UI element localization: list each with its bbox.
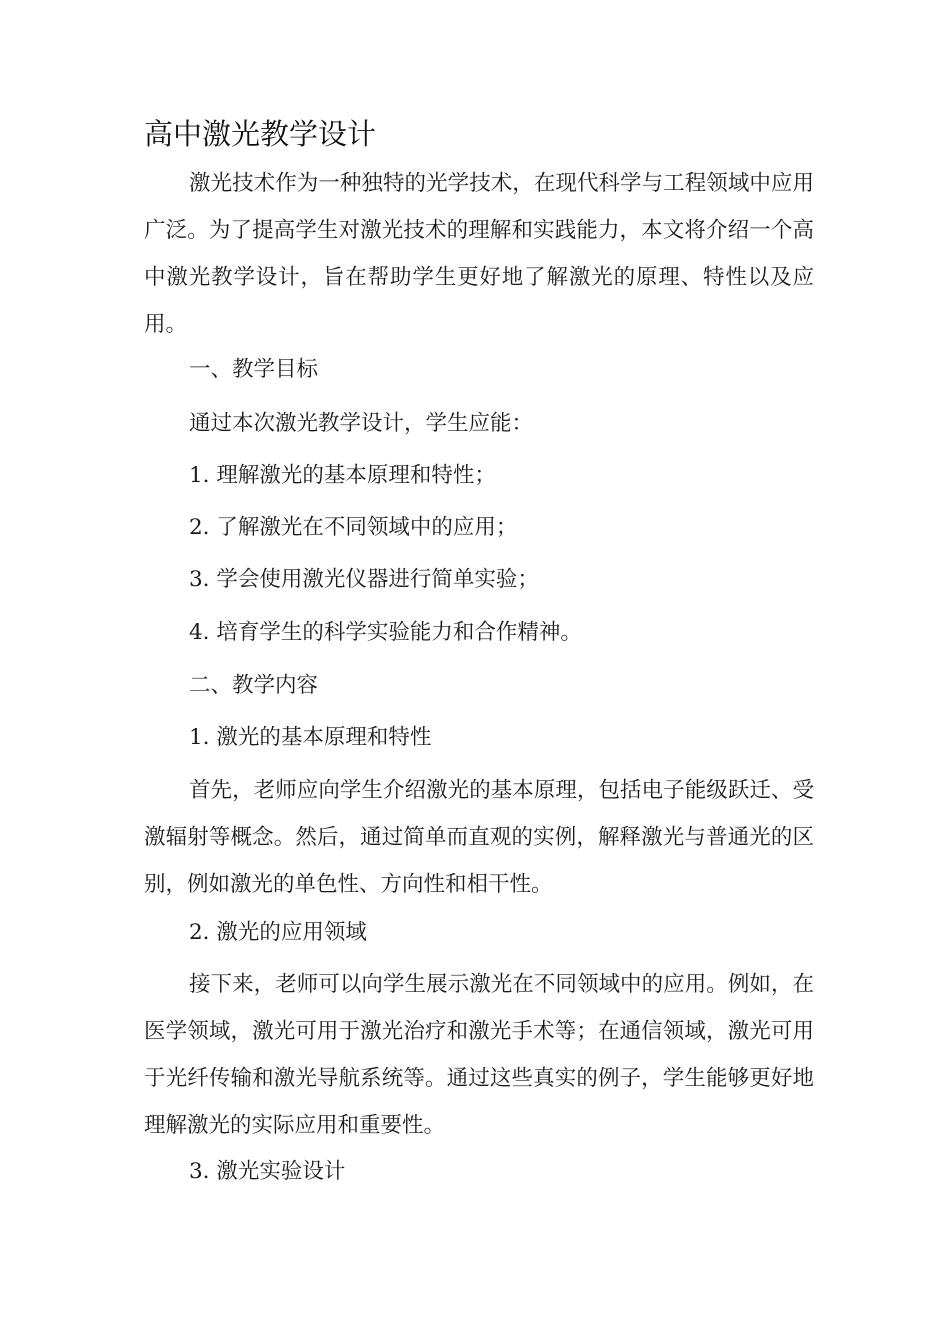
objective-item-2: 2. 了解激光在不同领域中的应用； bbox=[189, 515, 518, 540]
subsection2-heading: 2. 激光的应用领域 bbox=[189, 920, 367, 945]
intro-paragraph: 激光技术作为一种独特的光学技术，在现代科学与工程领域中应用广泛。为了提高学生对激光技术的理解和实践能力，本文将介绍一个高中激光教学设计，旨在帮助学生更好地了解激光的原理、特性以及应用。 bbox=[144, 171, 814, 337]
section1-heading: 一、教学目标 bbox=[189, 357, 319, 382]
section1-lead: 通过本次激光教学设计，学生应能： bbox=[189, 411, 534, 436]
objective-item-3: 3. 学会使用激光仪器进行简单实验； bbox=[189, 567, 539, 592]
subsection1-body: 首先，老师应向学生介绍激光的基本原理，包括电子能级跃迁、受激辐射等概念。然后，通过简单而直观的实例，解释激光与普通光的区别，例如激光的单色性、方向性和相干性。 bbox=[144, 778, 814, 897]
objective-item-1: 1. 理解激光的基本原理和特性； bbox=[189, 463, 496, 488]
subsection3-heading: 3. 激光实验设计 bbox=[189, 1159, 346, 1184]
objective-item-4: 4. 培育学生的科学实验能力和合作精神。 bbox=[189, 620, 582, 645]
subsection1-heading: 1. 激光的基本原理和特性 bbox=[189, 725, 432, 750]
document-title: 高中激光教学设计 bbox=[144, 117, 377, 151]
subsection2-body: 接下来，老师可以向学生展示激光在不同领域中的应用。例如，在医学领域，激光可用于激光治疗和激光手术等；在通信领域，激光可用于光纤传输和激光导航系统等。通过这些真实的例子，学生能够更好地理解激光的实际应用和重要性。 bbox=[144, 972, 814, 1138]
section2-heading: 二、教学内容 bbox=[189, 673, 319, 698]
